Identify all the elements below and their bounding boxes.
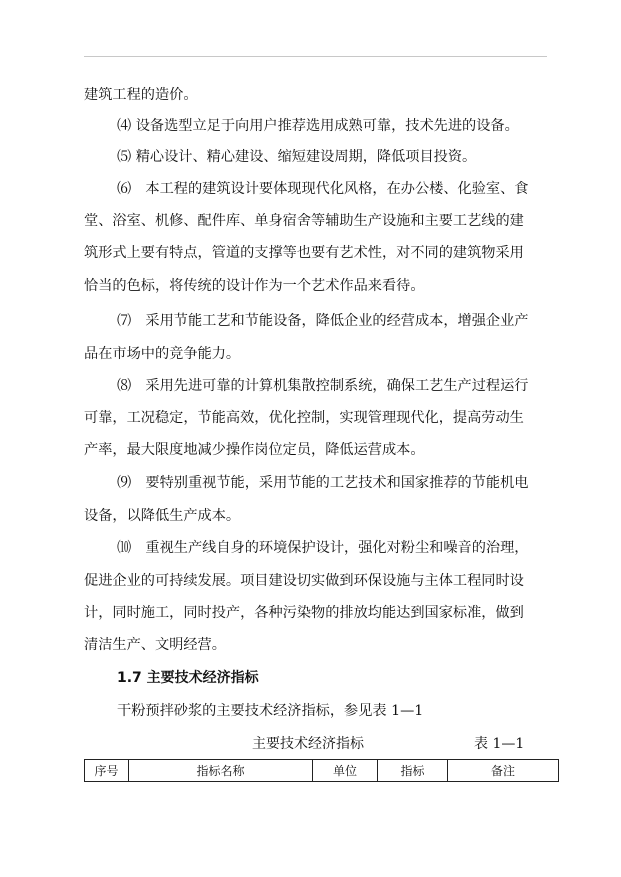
paragraph-item-10-line: ⑽ 重视生产线自身的环境保护设计，强化对粉尘和噪音的治理， <box>117 540 529 556</box>
table-header-cell: 单位 <box>313 760 378 782</box>
table-header-cell: 序号 <box>85 760 129 782</box>
paragraph-item-9-line: 设备，以降低生产成本。 <box>84 508 241 524</box>
paragraph-item-7-line: 品在市场中的竞争能力。 <box>84 346 241 362</box>
paragraph-item-6-line: 恰当的色标，将传统的设计作为一个艺术作品来看待。 <box>84 278 425 294</box>
table-label: 表 1—1 <box>474 736 525 752</box>
paragraph-item-5: ⑸ 精心设计、精心建设、缩短建设周期，降低项目投资。 <box>117 149 477 165</box>
paragraph-item-8-line: 产率，最大限度地减少操作岗位定员，降低运营成本。 <box>84 442 425 458</box>
paragraph-item-9-line: ⑼ 要特别重视节能，采用节能的工艺技术和国家推荐的节能机电 <box>117 475 529 491</box>
table-header-row <box>85 760 559 782</box>
paragraph-item-7-line: ⑺ 采用节能工艺和节能设备，降低企业的经营成本，增强企业产 <box>117 313 529 329</box>
section-heading: 1.7 主要技术经济指标 <box>117 670 259 686</box>
paragraph-item-6-line: 堂、浴室、机修、配件库、单身宿舍等辅助生产设施和主要工艺线的建 <box>84 213 524 229</box>
indicator-table <box>84 759 559 782</box>
paragraph-item-4: ⑷ 设备选型立足于向用户推荐选用成熟可靠，技术先进的设备。 <box>117 118 519 134</box>
paragraph-item-10-line: 促进企业的可持续发展。项目建设切实做到环保设施与主体工程同时设 <box>84 573 524 589</box>
paragraph-item-8-line: ⑻ 采用先进可靠的计算机集散控制系统，确保工艺生产过程运行 <box>117 378 529 394</box>
paragraph-item-10-line: 计，同时施工，同时投产，各种污染物的排放均能达到国家标准，做到 <box>84 605 524 621</box>
table-header-cell: 备注 <box>448 760 559 782</box>
section-intro: 干粉预拌砂浆的主要技术经济指标，参见表 1—1 <box>117 703 424 719</box>
paragraph-item-6-line: 筑形式上要有特点，管道的支撑等也要有艺术性，对不同的建筑物采用 <box>84 245 524 261</box>
paragraph-item-8-line: 可靠，工况稳定，节能高效，优化控制，实现管理现代化，提高劳动生 <box>84 410 524 426</box>
paragraph-item-6-line: ⑹ 本工程的建筑设计要体现现代化风格，在办公楼、化验室、食 <box>117 181 529 197</box>
table-header-cell: 指标 <box>378 760 448 782</box>
page-header-rule <box>84 56 547 57</box>
table-title: 主要技术经济指标 <box>252 736 364 752</box>
paragraph-item-10-line: 清洁生产、文明经营。 <box>84 637 226 653</box>
paragraph-continuation: 建筑工程的造价。 <box>84 87 198 103</box>
table-header-cell: 指标名称 <box>129 760 313 782</box>
